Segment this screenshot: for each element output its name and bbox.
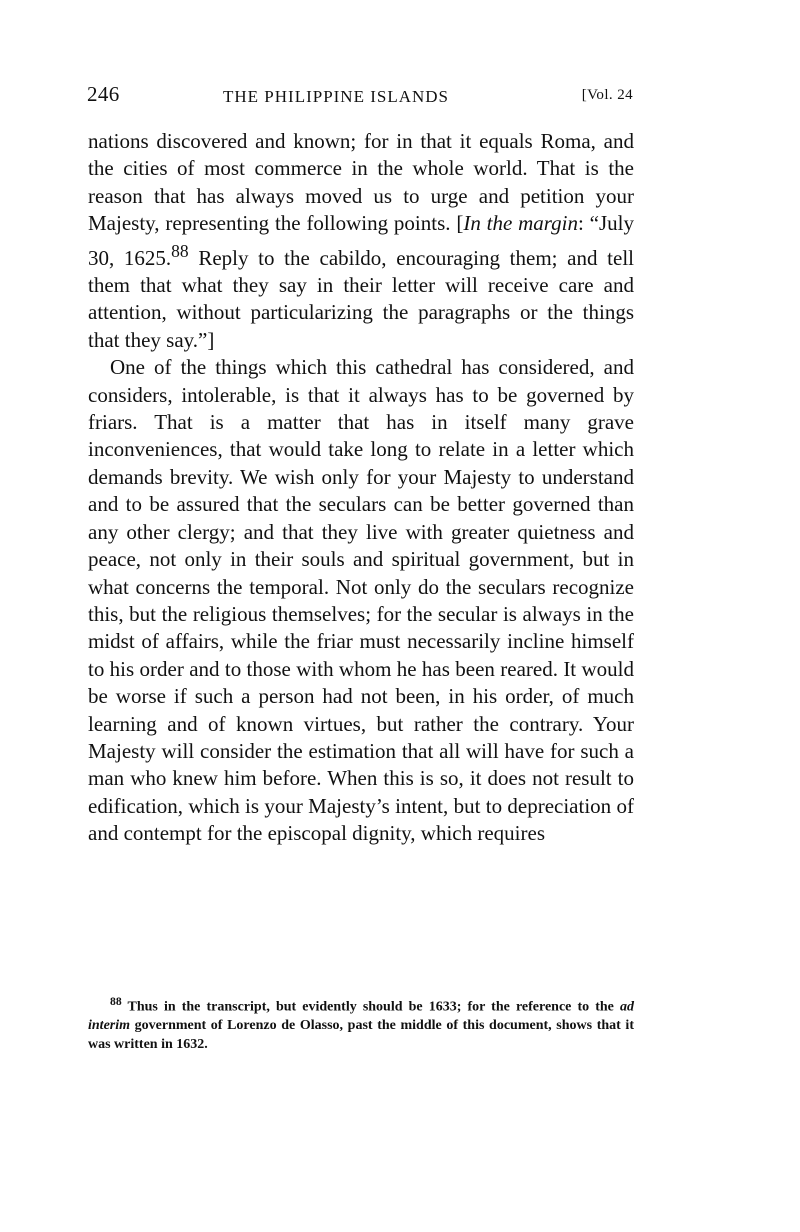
running-header [87,82,633,112]
footnote-text-end: government of Lorenzo de Olasso, past the middle of this document, shows that it was written in 1632. [88,1018,634,1052]
running-title: THE PHILIPPINE ISLANDS [223,87,449,106]
footnote-marker: 88 [110,995,122,1008]
paragraph-1-date: : “July 30, 1625. [88,211,634,270]
body-text [88,128,634,848]
margin-label: In the margin [463,211,579,236]
footnote-reference: 88 [171,240,189,261]
footnote-italic-phrase: ad interim [88,999,634,1034]
volume-label: [Vol. 24 [581,87,633,103]
footnote-text-start: Thus in the transcript, but evidently should be 1633; for the reference to the [121,999,620,1015]
paragraph-1-tail: Reply to the cabildo, encouraging them; and tell them that what they say in their letter will receive care and attention, without particularizing the paragraphs or the things that they say.”] [88,245,634,352]
paragraph-1-start: nations discovered and known; for in that it equals Roma, and the cities of most commerce in the whole world. That is the reason that has always moved us to urge and petition your Majesty, representing the following points. [ [88,129,634,236]
paragraph-1 [88,128,634,354]
footnote [88,993,634,1054]
paragraph-2: One of the things which this cathedral has considered, and considers, intolerable, is that it always has to be governed by friars. That is a matter that has in itself many grave inconveniences, that would take long to relate in a letter which demands brevity. We wish only for your Majesty to understand and to be assured that the seculars can be better governed than any other clergy; and that they live with greater quietness and peace, not only in their souls and spiritual government, but in what concerns the temporal. Not only do the seculars recognize this, but the religious themselves; for the secular is always in the midst of affairs, while the friar must necessarily incline himself to his order and to those with whom he has been reared. It would be worse if such a person had not been, in his order, of much learning and of known virtues, but rather the contrary. Your Majesty will consider the estimation that all will have for such a man who knew him before. When this is so, it does not result to edification, which is your Majesty’s intent, but to depreciation of and contempt for the episcopal dignity, which requires [88,355,634,846]
page-number: 246 [87,82,120,106]
